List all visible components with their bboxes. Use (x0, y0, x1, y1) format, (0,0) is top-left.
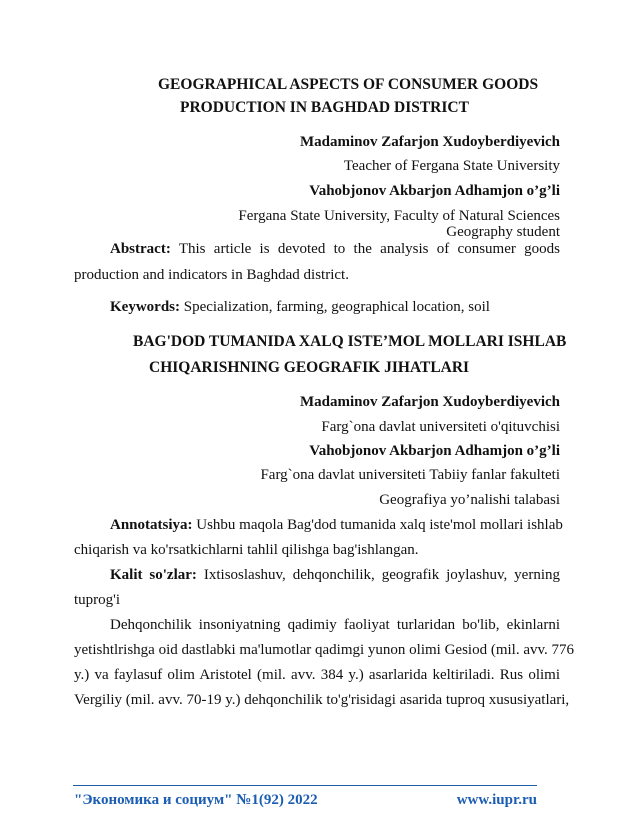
body-line-1: Dehqonchilik insoniyatning qadimiy faoliyat turlaridan bo'lib, ekinlarni (110, 617, 560, 633)
abstract-uz-text-1: Ushbu maqola Bag'dod tumanida xalq iste'mol mollari ishlab (196, 517, 563, 533)
author2-name-en: Vahobjonov Akbarjon Adhamjon o’g’li (309, 183, 560, 199)
keywords-uz-text-2: tuprog'i (74, 592, 121, 608)
keywords-uz-label: Kalit so'zlar: (110, 567, 197, 583)
author2-name-uz: Vahobjonov Akbarjon Adhamjon o’g’li (309, 443, 560, 459)
footer-divider (73, 785, 537, 786)
body-line-4: Vergiliy (mil. avv. 70-19 y.) dehqonchilik to'g'risidagi asarida tuproq xususiyatlari, (74, 692, 570, 708)
abstract-en-text-2: production and indicators in Baghdad district. (74, 267, 349, 283)
author1-name-uz: Madaminov Zafarjon Xudoyberdiyevich (299, 394, 560, 410)
keywords-uz (110, 566, 560, 584)
author2-affiliation-uz-1: Farg`ona davlat universiteti Tabiiy fanlar fakulteti (260, 467, 560, 483)
author2-affiliation-en-2: Geography student (446, 224, 560, 240)
keywords-en-text: Specialization, farming, geographical location, soil (183, 299, 490, 315)
title-en-line1: GEOGRAPHICAL ASPECTS OF CONSUMER GOODS (158, 76, 539, 93)
abstract-uz-label: Annotatsiya: (110, 517, 193, 533)
author2-affiliation-en-1: Fergana State University, Faculty of Natural Sciences (238, 208, 560, 224)
abstract-en (110, 240, 560, 258)
keywords-en (110, 298, 490, 316)
footer-journal: "Экономика и социум" №1(92) 2022 (74, 792, 318, 808)
title-uz-line1: BAG'DOD TUMANIDA XALQ ISTE’MOL MOLLARI ISHLAB (133, 333, 567, 350)
author1-affiliation-en: Teacher of Fergana State University (343, 158, 560, 174)
abstract-en-label: Abstract: (110, 241, 171, 257)
keywords-uz-text-1: Ixtisoslashuv, dehqonchilik, geografik joylashuv, yerning (203, 567, 560, 583)
author1-affiliation-uz: Farg`ona davlat universiteti o'qituvchisi (321, 419, 560, 435)
abstract-en-text-1: This article is devoted to the analysis of consumer goods (178, 241, 560, 257)
title-uz-line2: CHIQARISHNING GEOGRAFIK JIHATLARI (149, 359, 470, 376)
abstract-uz (110, 516, 563, 534)
body-line-3: y.) va faylasuf olim Aristotel (mil. avv. 384 y.) asarlarida keltiriladi. Rus olimi (74, 667, 560, 683)
keywords-en-label: Keywords: (110, 299, 180, 315)
footer-url[interactable]: www.iupr.ru (456, 792, 537, 808)
abstract-uz-text-2: chiqarish va ko'rsatkichlarni tahlil qilishga bag'ishlangan. (74, 542, 419, 558)
body-line-2: yetishtlrishga oid dastlabki ma'lumotlar qadimgi yunon olimi Gesiod (mil. avv. 776 (74, 642, 575, 658)
author2-affiliation-uz-2: Geografiya yo’nalishi talabasi (379, 492, 560, 508)
author1-name-en: Madaminov Zafarjon Xudoyberdiyevich (299, 134, 560, 150)
title-en-line2: PRODUCTION IN BAGHDAD DISTRICT (180, 99, 469, 116)
